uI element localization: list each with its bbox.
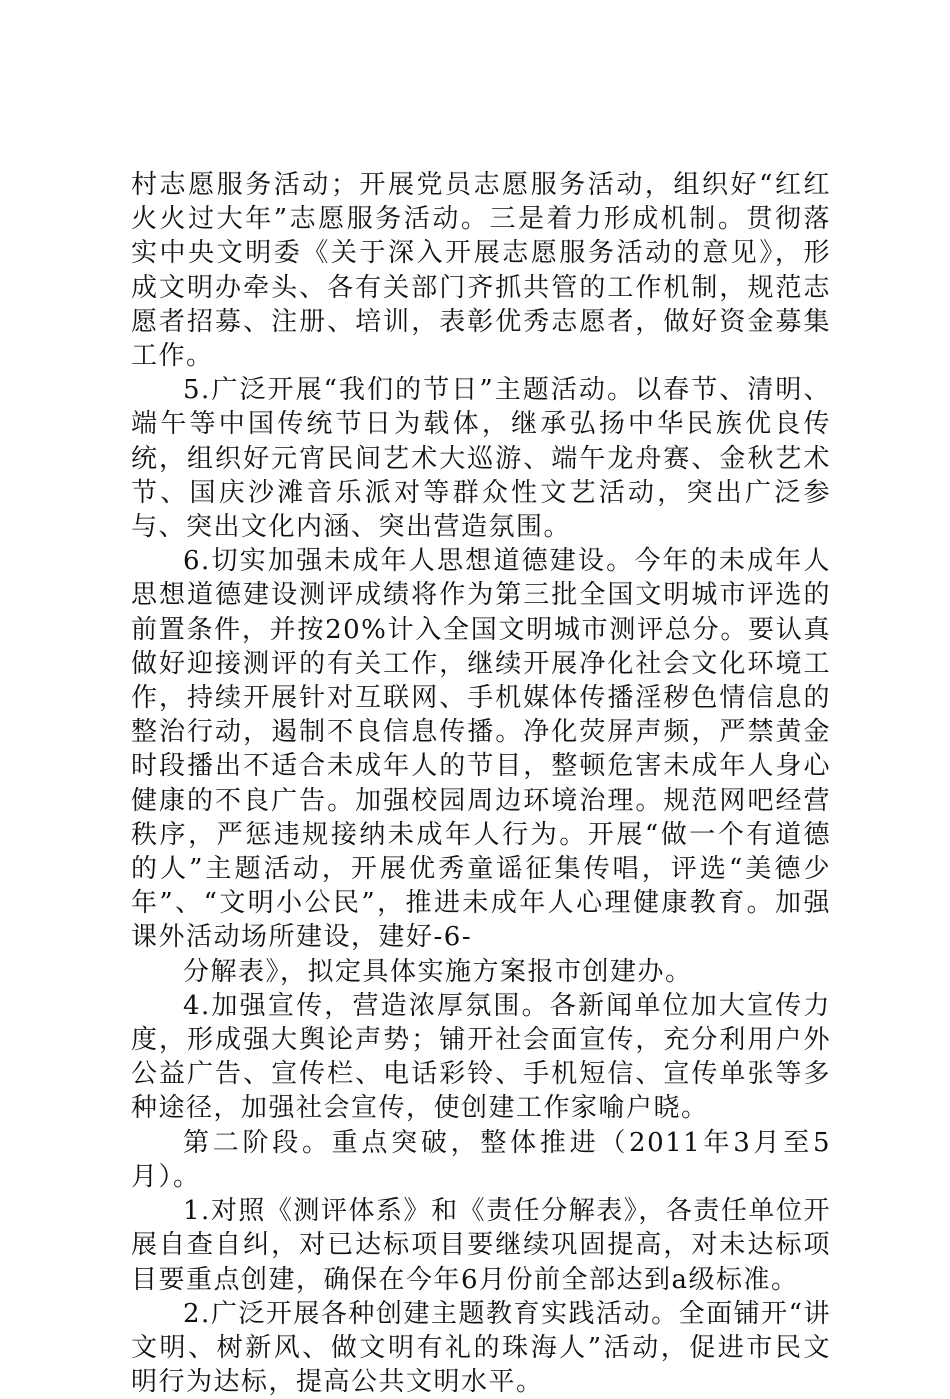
paragraph-second-stage-heading: 第二阶段。重点突破，整体推进（2011年3月至5月）。 bbox=[131, 1127, 831, 1192]
paragraph-publicity: 4.加强宣传，营造浓厚氛围。各新闻单位加大宣传力度，形成强大舆论声势；铺开社会面宣传，充分利用户外公益广告、宣传栏、电话彩铃、手机短信、宣传单张等多种途径，加强社会宣传，使创建工作家喻户晓。 bbox=[131, 990, 831, 1124]
document-body bbox=[131, 168, 831, 1399]
paragraph-minors-moral-education: 6.切实加强未成年人思想道德建设。今年的未成年人思想道德建设测评成绩将作为第三批全国文明城市评选的前置条件，并按20%计入全国文明城市测评总分。要认真做好迎接测评的有关工作，继续开展净化社会文化环境工作，持续开展针对互联网、手机媒体传播淫秽色情信息的整治行动，遏制不良信息传播。净化荧屏声频，严禁黄金时段播出不适合未成年人的节目，整顿危害未成年人身心健康的不良广告。加强校园周边环境治理。规范网吧经营秩序，严惩违规接纳未成年人行为。开展“做一个有道德的人”主题活动，开展优秀童谣征集传唱，评选“美德少年”、“文明小公民”，推进未成年人心理健康教育。加强课外活动场所建设，建好-6- bbox=[131, 546, 831, 953]
paragraph-self-inspection: 1.对照《测评体系》和《责任分解表》，各责任单位开展自查自纠，对已达标项目要继续巩固提高，对未达标项目要重点创建，确保在今年6月份前全部达到a级标准。 bbox=[131, 1196, 831, 1295]
paragraph-volunteer-service: 村志愿服务活动；开展党员志愿服务活动，组织好“红红火火过大年”志愿服务活动。三是着力形成机制。贯彻落实中央文明委《关于深入开展志愿服务活动的意见》，形成文明办牵头、各有关部门齐抓共管的工作机制，规范志愿者招募、注册、培训，表彰优秀志愿者，做好资金募集工作。 bbox=[131, 170, 831, 372]
paragraph-theme-education: 2.广泛开展各种创建主题教育实践活动。全面铺开“讲文明、树新风、做文明有礼的珠海人”活动，促进市民文明行为达标，提高公共文明水平。 bbox=[131, 1298, 831, 1398]
paragraph-our-festivals: 5.广泛开展“我们的节日”主题活动。以春节、清明、端午等中国传统节日为载体，继承弘扬中华民族优良传统，组织好元宵民间艺术大巡游、端午龙舟赛、金秋艺术节、国庆沙滩音乐派对等群众性文艺活动，突出广泛参与、突出文化内涵、突出营造氛围。 bbox=[131, 375, 831, 543]
paragraph-breakdown-table: 分解表》，拟定具体实施方案报市创建办。 bbox=[183, 956, 693, 987]
